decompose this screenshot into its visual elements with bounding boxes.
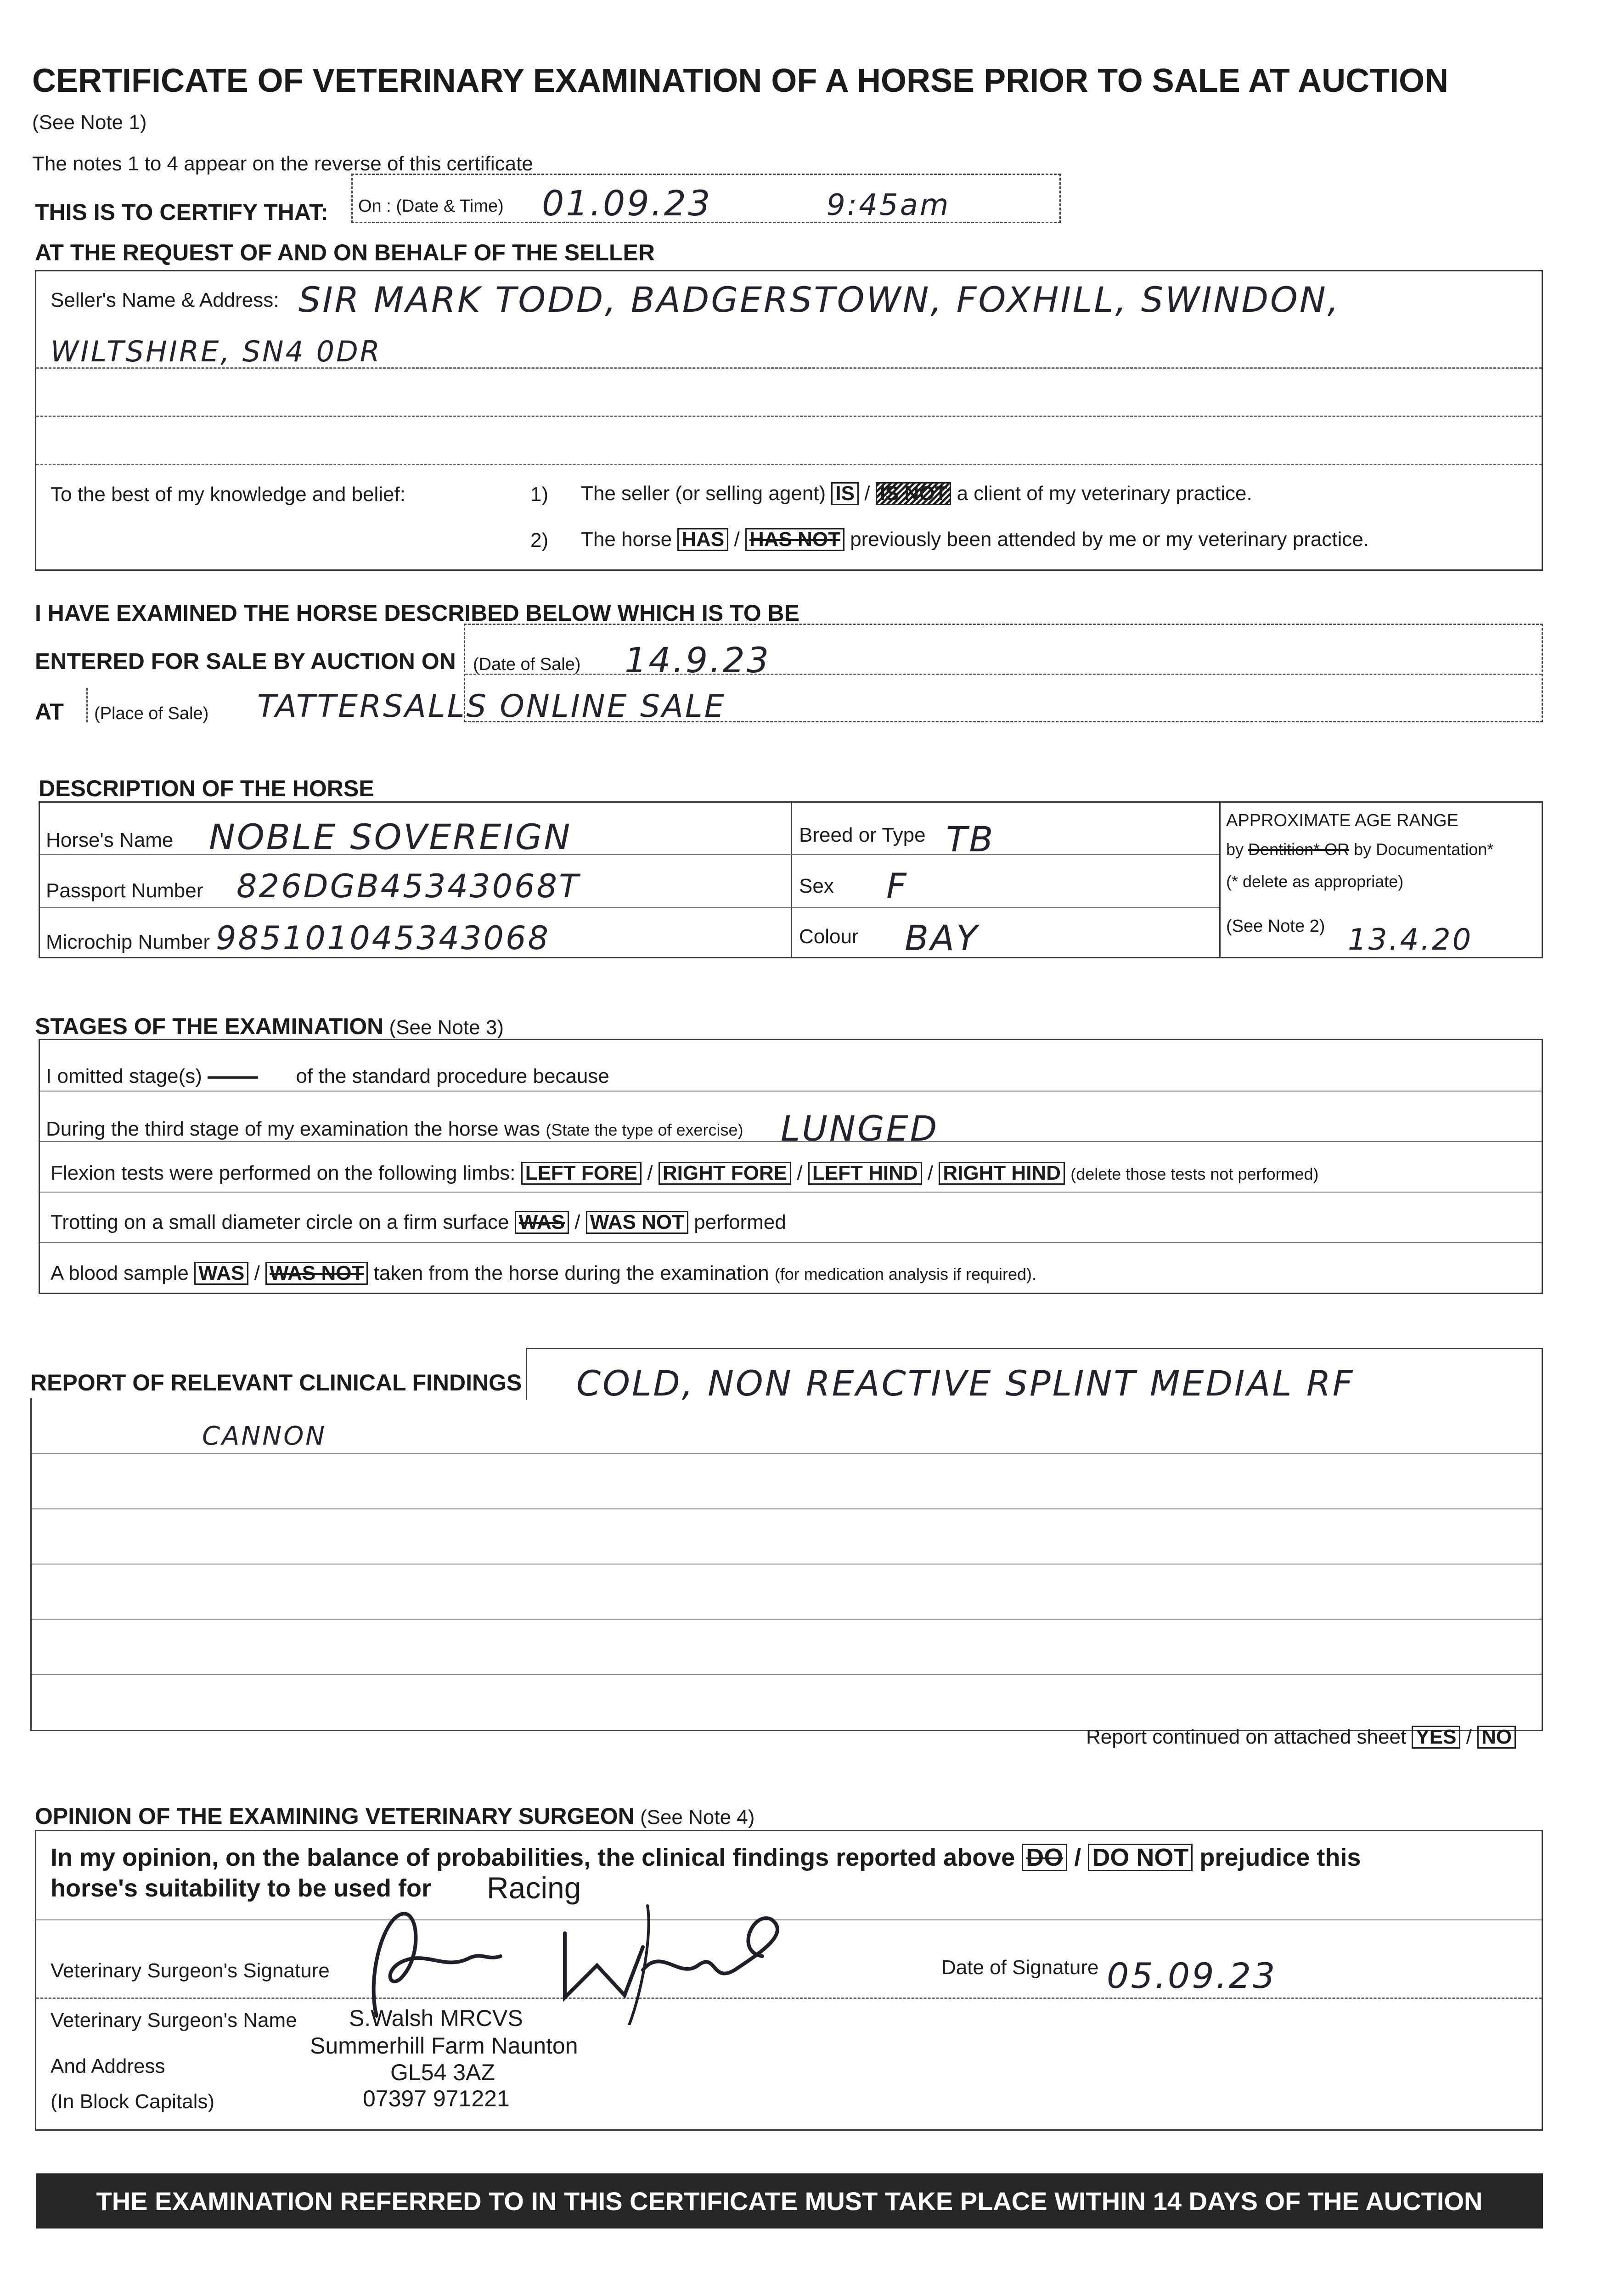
blood-post: taken from the horse during the examination: [373, 1262, 769, 1284]
sex-label: Sex: [799, 875, 834, 897]
at-label: AT: [35, 699, 64, 725]
description-heading: DESCRIPTION OF THE HORSE: [39, 776, 374, 801]
horse-name-value: NOBLE SOVEREIGN: [209, 816, 572, 857]
horse-name-label: Horse's Name: [46, 829, 174, 851]
continued-label: Report continued on attached sheet: [1086, 1726, 1407, 1748]
omit-post: of the standard procedure because: [296, 1065, 609, 1087]
client-is-option[interactable]: IS: [831, 482, 859, 505]
signature-date-value: 05.09.23: [1107, 1955, 1277, 1996]
age-delete-note: (* delete as appropriate): [1226, 872, 1404, 891]
omit-pre: I omitted stage(s): [46, 1065, 202, 1087]
statement-1-post: a client of my veterinary practice.: [957, 482, 1252, 505]
knowledge-label: To the best of my knowledge and belief:: [51, 483, 405, 506]
opinion-do-option[interactable]: DO: [1022, 1844, 1067, 1871]
vet-stamp-line-3: GL54 3AZ: [390, 2060, 495, 2085]
passport-label: Passport Number: [46, 879, 203, 902]
opinion-line-2: horse's suitability to be used for: [51, 1874, 431, 1902]
client-is-not-option[interactable]: IS NOT: [876, 482, 951, 505]
flexion-sep-2: /: [797, 1162, 803, 1184]
trot-was-option[interactable]: WAS: [515, 1211, 569, 1234]
vet-stamp-line-4: 07397 971221: [363, 2086, 510, 2111]
continued-no[interactable]: NO: [1477, 1726, 1516, 1749]
age-see-note-2: (See Note 2): [1226, 917, 1325, 936]
flexion-left-fore[interactable]: LEFT FORE: [521, 1162, 642, 1185]
passport-value: 826DGB45343068T: [236, 867, 580, 905]
flexion-right-hind[interactable]: RIGHT HIND: [939, 1162, 1065, 1185]
place-of-sale-value: TATTERSALLS ONLINE SALE: [257, 688, 726, 725]
vet-address-label: And Address: [51, 2055, 165, 2077]
opinion-line-1: [51, 1844, 1361, 1871]
attended-has-not-option[interactable]: HAS NOT: [745, 528, 844, 551]
breed-label: Breed or Type: [799, 824, 926, 846]
statement-1-number: 1): [530, 483, 549, 506]
statement-1-sep: /: [864, 482, 870, 505]
flexion-note: (delete those tests not performed): [1070, 1165, 1319, 1183]
attended-has-option[interactable]: HAS: [677, 528, 728, 551]
stages-heading: [35, 1015, 504, 1038]
sex-value: F: [886, 866, 908, 906]
blood-sep: /: [254, 1262, 260, 1284]
opinion-text-pre: In my opinion, on the balance of probabilities, the clinical findings reported above: [51, 1844, 1015, 1871]
on-label: On : (Date & Time): [358, 197, 504, 216]
microchip-label: Microchip Number: [46, 931, 210, 953]
seller-line-2: WILTSHIRE, SN4 0DR: [51, 335, 382, 368]
statement-2-sep: /: [734, 528, 740, 551]
age-method: [1226, 841, 1493, 858]
findings-line-1: COLD, NON REACTIVE SPLINT MEDIAL RF: [576, 1363, 1355, 1404]
date-of-sale-value: 14.9.23: [625, 640, 771, 681]
statement-2: [581, 528, 1369, 551]
opinion-heading: [35, 1805, 754, 1828]
third-pre: During the third stage of my examination the horse was: [46, 1118, 540, 1140]
date-of-sale-label: (Date of Sale): [473, 655, 581, 674]
colour-label: Colour: [799, 925, 859, 948]
opinion-heading-text: OPINION OF THE EXAMINING VETERINARY SURGEON: [35, 1803, 635, 1829]
statement-1: [581, 482, 1252, 505]
continued-yes[interactable]: YES: [1412, 1726, 1460, 1749]
age-heading: APPROXIMATE AGE RANGE: [1226, 811, 1459, 830]
opinion-text-post: prejudice this: [1199, 1844, 1361, 1871]
findings-line-2: CANNON: [202, 1421, 327, 1451]
age-by: by: [1226, 840, 1244, 859]
suitability-purpose: Racing: [487, 1871, 581, 1905]
trot-post: performed: [694, 1211, 786, 1233]
flexion-sep-1: /: [647, 1162, 653, 1184]
age-dentition-option[interactable]: Dentition* OR: [1248, 840, 1350, 859]
age-value: 13.4.20: [1348, 923, 1473, 957]
examined-heading-2: ENTERED FOR SALE BY AUCTION ON: [35, 648, 456, 674]
vet-name-label: Veterinary Surgeon's Name: [51, 2009, 297, 2032]
see-note-1: (See Note 1): [32, 111, 147, 134]
trotting-row: [51, 1211, 786, 1234]
flexion-sep-3: /: [927, 1162, 934, 1184]
trot-sep: /: [574, 1211, 580, 1233]
omit-stage-row: [46, 1066, 609, 1086]
statement-2-pre: The horse: [581, 528, 672, 551]
trot-was-not-option[interactable]: WAS NOT: [586, 1211, 688, 1234]
examined-heading-1: I HAVE EXAMINED THE HORSE DESCRIBED BELOW WHICH IS TO BE: [35, 600, 799, 626]
blood-was-not-option[interactable]: WAS NOT: [265, 1262, 368, 1285]
opinion-heading-note: (See Note 4): [640, 1806, 755, 1829]
microchip-value: 985101045343068: [216, 919, 551, 957]
continued-row: [1086, 1726, 1516, 1749]
age-doc-option[interactable]: by Documentation*: [1354, 840, 1494, 859]
certificate-title: CERTIFICATE OF VETERINARY EXAMINATION OF A HORSE PRIOR TO SALE AT AUCTION: [32, 62, 1449, 99]
flexion-right-fore[interactable]: RIGHT FORE: [659, 1162, 791, 1185]
on-time-value: 9:45am: [827, 188, 951, 222]
blood-row: [51, 1262, 1036, 1285]
blood-was-option[interactable]: WAS: [194, 1262, 248, 1285]
stages-heading-text: STAGES OF THE EXAMINATION: [35, 1013, 384, 1039]
flexion-row: [51, 1162, 1319, 1185]
notes-line: The notes 1 to 4 appear on the reverse of this certificate: [32, 152, 533, 175]
flexion-left-hind[interactable]: LEFT HIND: [808, 1162, 922, 1185]
on-date-value: 01.09.23: [542, 183, 712, 224]
stages-heading-note: (See Note 3): [389, 1016, 504, 1039]
signature-date-label: Date of Signature: [941, 1956, 1099, 1979]
place-of-sale-label: (Place of Sale): [94, 704, 209, 723]
opinion-do-not-option[interactable]: DO NOT: [1088, 1844, 1193, 1871]
third-stage-value: LUNGED: [781, 1108, 939, 1149]
trot-pre: Trotting on a small diameter circle on a firm surface: [51, 1211, 509, 1233]
block-capitals-label: (In Block Capitals): [51, 2090, 215, 2113]
certify-label: THIS IS TO CERTIFY THAT:: [35, 199, 328, 225]
third-small: (State the type of exercise): [546, 1120, 743, 1139]
statement-2-number: 2): [530, 529, 549, 551]
blood-small: (for medication analysis if required).: [774, 1265, 1037, 1283]
seller-line-1: SIR MARK TODD, BADGERSTOWN, FOXHILL, SWINDON,: [298, 279, 1340, 320]
signature-label: Veterinary Surgeon's Signature: [51, 1959, 330, 1982]
vet-stamp-line-1: S.Walsh MRCVS: [349, 2005, 523, 2031]
seller-label: Seller's Name & Address:: [51, 289, 279, 311]
request-heading: AT THE REQUEST OF AND ON BEHALF OF THE SELLER: [35, 240, 655, 265]
footer-banner: THE EXAMINATION REFERRED TO IN THIS CERTIFICATE MUST TAKE PLACE WITHIN 14 DAYS OF THE AUCTION: [36, 2173, 1543, 2228]
opinion-sep: /: [1074, 1844, 1081, 1871]
blood-pre: A blood sample: [51, 1262, 189, 1284]
vet-stamp-line-2: Summerhill Farm Naunton: [310, 2033, 578, 2059]
signature-drawing: [349, 1878, 808, 2025]
statement-1-pre: The seller (or selling agent): [581, 482, 826, 505]
third-stage-row: [46, 1119, 743, 1139]
flexion-pre: Flexion tests were performed on the following limbs:: [51, 1162, 516, 1184]
statement-2-post: previously been attended by me or my veterinary practice.: [850, 528, 1369, 551]
continued-sep: /: [1466, 1726, 1472, 1748]
breed-value: TB: [946, 819, 995, 860]
findings-heading: REPORT OF RELEVANT CLINICAL FINDINGS: [30, 1370, 522, 1396]
colour-value: BAY: [905, 917, 980, 958]
